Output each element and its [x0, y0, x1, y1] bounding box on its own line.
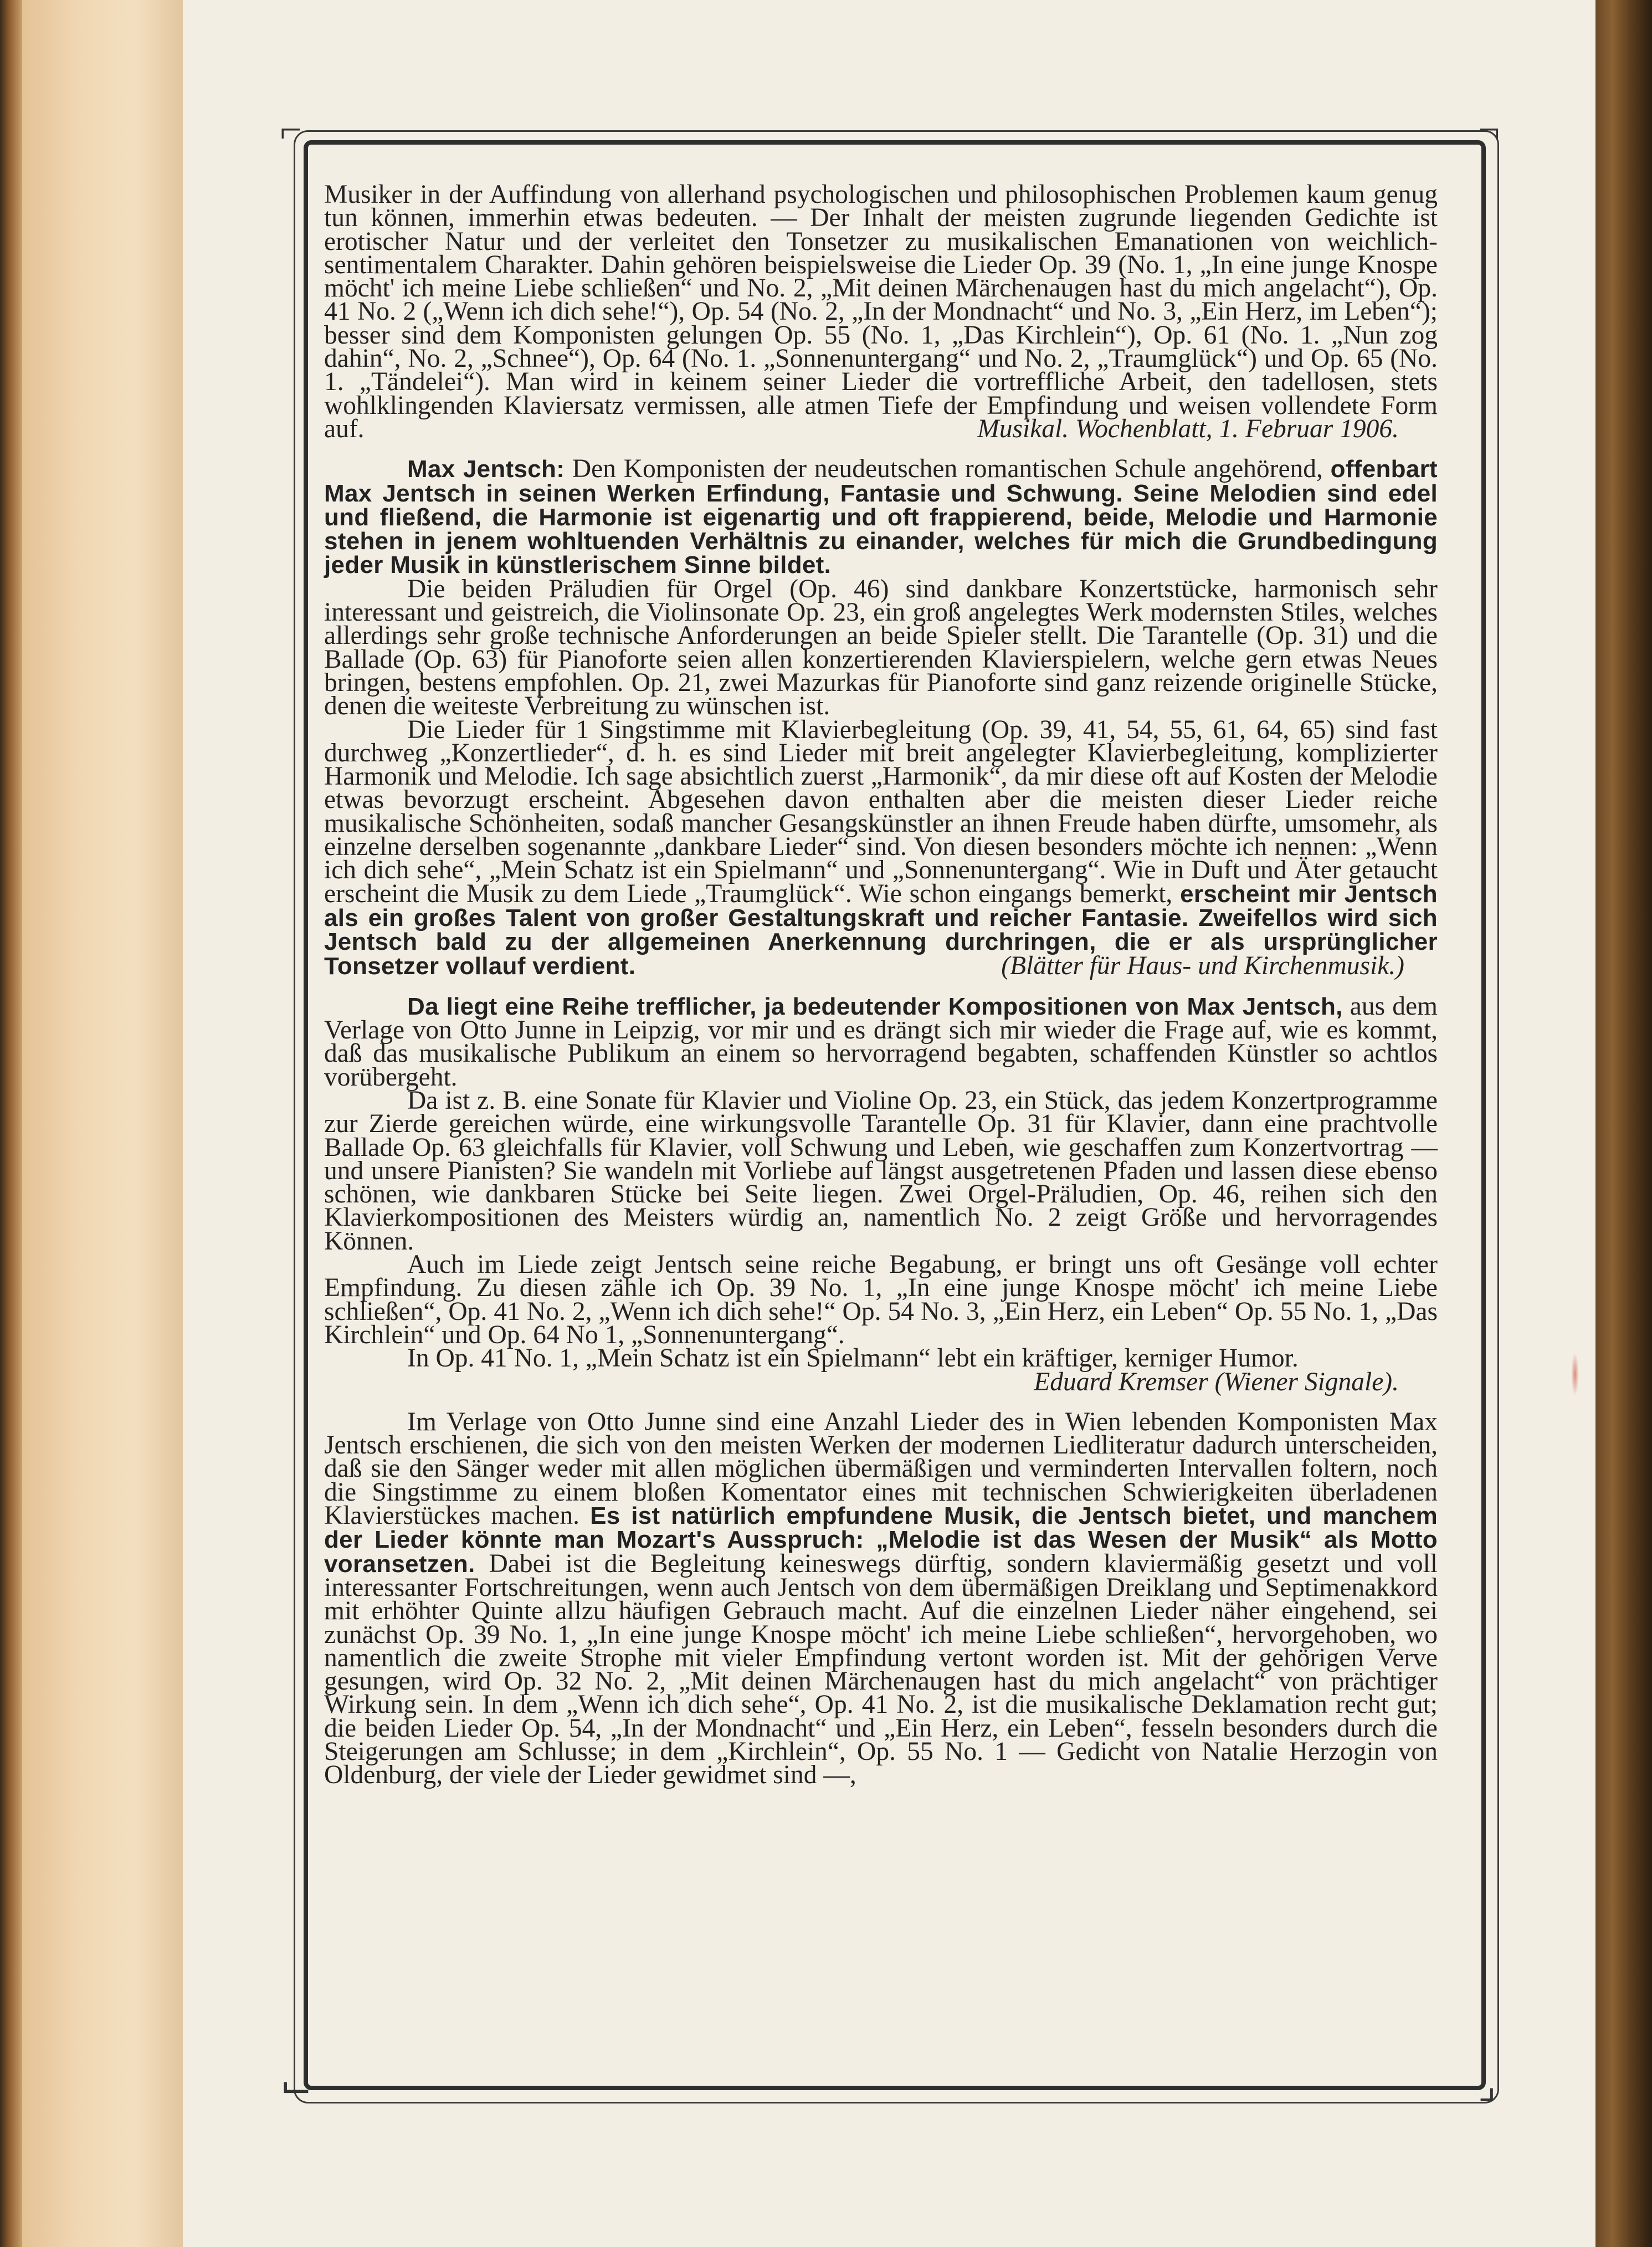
paragraph: [324, 454, 1438, 579]
frame-corner-ornament: ⌟: [1478, 2065, 1496, 2107]
paragraph: [324, 715, 1438, 980]
book-cover-edge: [1595, 0, 1652, 2247]
facing-page-edge: [22, 0, 183, 2247]
paragraph-text: Im Verlage von Otto Junne sind eine Anzahl Lieder des in Wien lebenden Komponisten Max Jentsch erschienen, die sich von den meisten Werken der modernen Liedliteratur dadurch unterscheiden, daß sie den Sänger weder mit allen möglichen übermäßigen und verminderten Intervallen foltern, noch die Singstimme zu einem bloßen Komentator eines mit technischen Schwierigkeiten überladenen Klavierstückes machen.: [324, 1407, 1438, 1531]
paragraph: Auch im Liede zeigt Jentsch seine reiche Begabung, er bringt uns oft Gesänge voll echter Empfindung. Zu diesen zähle ich Op. 39 No. 1, „In eine junge Knospe möcht' ich meine Liebe schließen“, Op. 41 No. 2, „Wenn ich dich sehe!“ Op. 54 No. 3, „Ein Herz, ein Leben“ Op. 55 No. 1, „Das Kirchlein“ und Op. 64 No 1, „Sonnenuntergang“.: [324, 1250, 1438, 1349]
emphasized-text: Es ist natürlich empfundene Musik, die Jentsch bietet, und manchem der Lieder könnte man Mozart's Ausspruch: „Melodie ist das Wesen der Musik“ als Motto voransetzen.: [324, 1502, 1438, 1578]
source-citation: Eduard Kremser (Wiener Signale).: [1034, 1367, 1399, 1396]
frame-corner-ornament: ¬: [1478, 109, 1500, 151]
paragraph-text: Musiker in der Auffindung von allerhand psychologischen und philosophischen Problemen kaum genug tun können, immerhin etwas bedeuten. — Der Inhalt der meisten zugrunde liegenden Gedichte ist erotischer Natur und der verleitet den Tonsetzer zu musikalischen Emanationen von weichlich-sentimentalem Charakter. Dahin gehören beispielsweise die Lieder Op. 39 (No. 1, „In eine junge Knospe möcht' ich meine Liebe schließen“ und No. 2, „Mit deinen Märchenaugen hast du mich angelacht“), Op. 41 No. 2 („Wenn ich dich sehe!“), Op. 54 (No. 2, „In der Mondnacht“ und No. 3, „Ein Herz, im Leben“); besser sind dem Komponisten gelungen Op. 55 (No. 1, „Das Kirchlein“), Op. 61 (No. 1. „Nun zog dahin“, No. 2, „Schnee“), Op. 64 (No. 1. „Sonnenuntergang“ und No. 2, „Traumglück“) und Op. 65 (No. 1. „Tändelei“). Man wird in keinem seiner Lieder die vortreffliche Arbeit, den tadellosen, stets wohlklingenden Klaviersatz vermissen, alle atmen Tiefe der Empfindung und weisen vollendete Form auf.: [324, 180, 1438, 443]
frame-corner-ornament: ⌐: [280, 109, 302, 151]
paragraph-text: aus dem Verlage von Otto Junne in Leipzig, vor mir und es drängt sich mir wieder die Frage auf, wie es kommt, daß das musikalische Publikum an einem so hervorragend begabten, schaffenden Künstler so achtlos vorübergeht.: [324, 991, 1438, 1092]
paragraph: Da ist z. B. eine Sonate für Klavier und Violine Op. 23, ein Stück, das jedem Konzertprogramme zur Zierde gereichen würde, eine wirkungsvolle Tarantelle Op. 31 für Klavier, dann eine prachtvolle Ballade Op. 63 gleichfalls für Klavier, voll Schwung und Leben, wie geschaffen zum Konzertvortrag — und unsere Pianisten? Sie wandeln mit Vorliebe auf längst ausgetretenen Pfaden und lassen diese ebenso schönen, wie dankbaren Stücke bei Seite liegen. Zwei Orgel-Präludien, Op. 46, reihen sich den Klavierkompositionen des Meisters würdig an, namentlich No. 2 zeigt Größe und hervorragendes Können.: [324, 1086, 1438, 1256]
source-citation: Musikal. Wochenblatt, 1. Februar 1906.: [977, 414, 1399, 443]
lead-name: Max Jentsch:: [407, 455, 565, 483]
paragraph: [324, 991, 1438, 1092]
paragraph: Die beiden Präludien für Orgel (Op. 46) sind dankbare Konzertstücke, harmonisch sehr interessant und geistreich, die Violinsonate Op. 23, ein groß angelegtes Werk modernsten Stiles, welches allerdings sehr große technische Anforderungen an beide Spieler stellt. Die Tarantelle (Op. 31) und die Ballade (Op. 63) für Pianoforte seien allen konzertierenden Klavierspielern, welche gern etwas Neues bringen, bestens empfohlen. Op. 21, zwei Mazurkas für Pianoforte sind ganz reizende originelle Stücke, denen die weiteste Verbreitung zu wünschen ist.: [324, 574, 1438, 721]
source-citation: (Blätter für Haus- und Kirchenmusik.): [1001, 951, 1404, 980]
book-binding-edge: [0, 0, 22, 2247]
frame-corner-ornament: ⌙: [280, 2065, 312, 2107]
article-text: [324, 180, 1438, 1790]
emphasized-text: erscheint mir Jentsch als ein großes Talent von großer Gestaltungskraft und reicher Fantasie. Zweifellos wird sich Jentsch bald zu der allgemeinen Anerkennung durchringen, die er als ursprünglicher Tonsetzer vollauf verdient.: [324, 880, 1438, 980]
paragraph-text: Dabei ist die Begleitung keineswegs dürftig, sondern klaviermäßig gesetzt und voll interessanter Fortschreitungen, wenn auch Jentsch von dem übermäßigen Dreiklang und Septimenakkord mit erhöhter Quinte allzu häufigen Gebrauch macht. Auf die einzelnen Lieder näher eingehend, sei zunächst Op. 39 No. 1, „In eine junge Knospe möcht' ich meine Liebe schließen“, hervorgehoben, wo namentlich die zweite Strophe mit vieler Empfindung vertont worden ist. Mit der gehörigen Verve gesungen, wird Op. 32 No. 2, „Mit deinen Märchenaugen hast du mich angelacht“ von prächtiger Wirkung sein. In dem „Wenn ich dich sehe“, Op. 41 No. 2, ist die musikalische Deklamation recht gut; die beiden Lieder Op. 54, „In der Mondnacht“ und „Ein Herz, ein Leben“, fesseln besonders durch die Steigerungen am Schlusse; in dem „Kirchlein“, Op. 55 No. 1 — Gedicht von Natalie Herzogin von Oldenburg, der viele der Lieder gewidmet sind —,: [324, 1549, 1438, 1790]
emphasized-text: Da liegt eine Reihe trefflicher, ja bedeutender Kompositionen von Max Jentsch,: [407, 992, 1343, 1020]
emphasized-text: offenbart Max Jentsch in seinen Werken Erfindung, Fantasie und Schwung. Seine Melodien sind edel und fließend, die Harmonie ist eigenartig und oft frappierend, beide, Melodie und Harmonie stehen in jenem wohltuenden Verhältnis zu einander, welches für mich die Grundbedingung jeder Musik in künstlerischem Sinne bildet.: [324, 455, 1438, 579]
ink-stain: [1571, 1352, 1579, 1396]
paragraph-text: Den Komponisten der neudeutschen romantischen Schule angehörend,: [565, 454, 1331, 484]
paragraph: [324, 1407, 1438, 1790]
paragraph-text: Die Lieder für 1 Singstimme mit Klavierbegleitung (Op. 39, 41, 54, 55, 61, 64, 65) sind fast durchweg „Konzertlieder“, d. h. es sind Lieder mit breit angelegter Klavierbegleitung, komplizierter Harmonik und Melodie. Ich sage absichtlich zuerst „Harmonik“, da mir diese oft auf Kosten der Melodie etwas bevorzugt erscheint. Abgesehen davon enthalten aber die meisten dieser Lieder reiche musikalische Schönheiten, sodaß mancher Gesangskünstler an ihnen Freude haben dürfte, umsomehr, als einzelne derselben sogenannte „dankbare Lieder“ sind. Von diesen besonders möchte ich nennen: „Wenn ich dich sehe“, „Mein Schatz ist ein Spielmann“ und „Sonnenuntergang“. Wie in Duft und Äter getaucht erscheint die Musik zu dem Liede „Traumglück“. Wie schon eingangs bemerkt,: [324, 715, 1438, 908]
paragraph: [324, 180, 1438, 443]
paragraph: In Op. 41 No. 1, „Mein Schatz ist ein Spielmann“ lebt ein kräftiger, kerniger Humor.: [407, 1344, 1299, 1373]
